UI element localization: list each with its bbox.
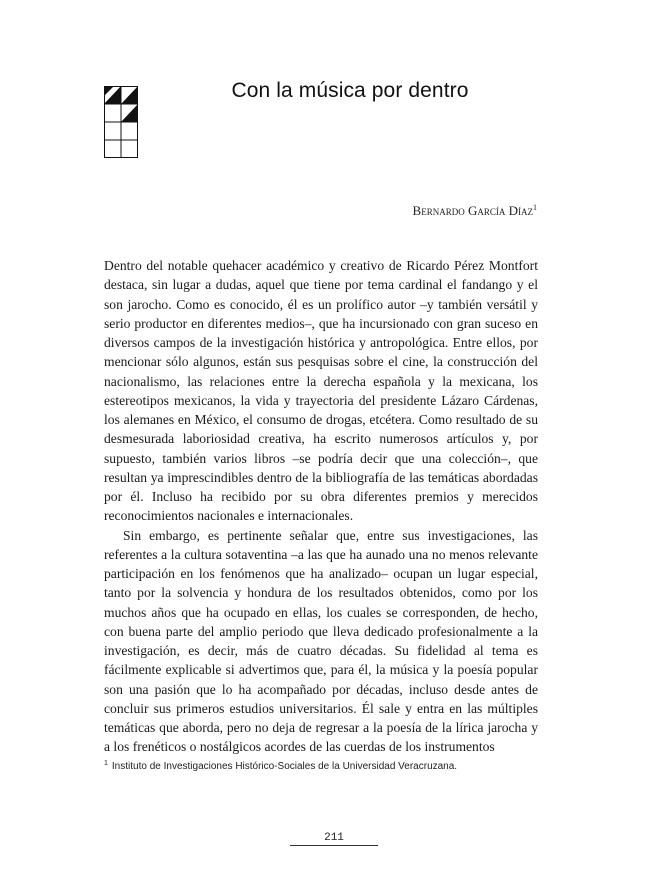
footnote [104,760,544,772]
page-number: 211 [290,832,378,846]
body-text [104,256,538,757]
footnote-text: Instituto de Investigaciones Histórico-Sociales de la Universidad Veracruzana. [111,761,458,772]
chapter-title: Con la música por dentro [231,79,469,102]
footnote-marker: 1 [104,760,108,767]
paragraph-1: Dentro del notable quehacer académico y creativo de Ricardo Pérez Montfort destaca, sin lugar a dudas, aquel que tiene por tema cardinal el fandango y el son jarocho. Como es conocido, él es un prolífico autor –y también versátil y serio productor en diferentes medios–, que ha incursionado con gran suceso en diversos campos de la investigación histórica y antropológica. Entre ellos, por mencionar sólo algunos, están sus pesquisas sobre el cine, la construcción del nacionalismo, las relaciones entre la derecha española y la mexicana, los estereotipos mexicanos, la vida y trayectoria del presidente Lázaro Cárdenas, los alemanes en México, el consumo de drogas, etcétera. Como resultado de su desmesurada laboriosidad creativa, ha escrito numerosos artículos y, por supuesto, también varios libros –se podría decir que una colección–, que resultan ya imprescindibles dentro de la bibliografía de las temáticas abordadas por él. Incluso ha recibido por su obra diferentes premios y merecidos reconocimientos nacionales e internacionales. [104,258,538,524]
author-footnote-marker: 1 [533,203,537,212]
author-name: Bernardo García Díaz [412,203,533,218]
paragraph-2: Sin embargo, es pertinente señalar que, entre sus investigaciones, las referentes a la cultura sotaventina –a las que ha aunado una no menos relevante participación en los fenómenos que ha analizado– ocupan un lugar especial, tanto por la solvencia y hondura de los resultados obtenidos, como por los muchos años que ha ocupado en ellas, los cuales se corresponden, de hecho, con buena parte del amplio periodo que lleva dedicado profesionalmente a la investigación, es decir, más de cuatro décadas. Su fidelidad al tema es fácilmente explicable si advertimos que, para él, la música y la poesía popular son una pasión que lo ha acompañado por décadas, incluso desde antes de concluir sus primeros estudios universitarios. Él sale y entra en las múltiples temáticas que aborda, pero no deja de regresar a la poesía de la lírica jarocha y a los frenéticos o nostálgicos acordes de las cuerdas de los instrumentos [104,527,538,755]
chapter-author [413,203,537,219]
grid-logo-icon [104,86,138,158]
